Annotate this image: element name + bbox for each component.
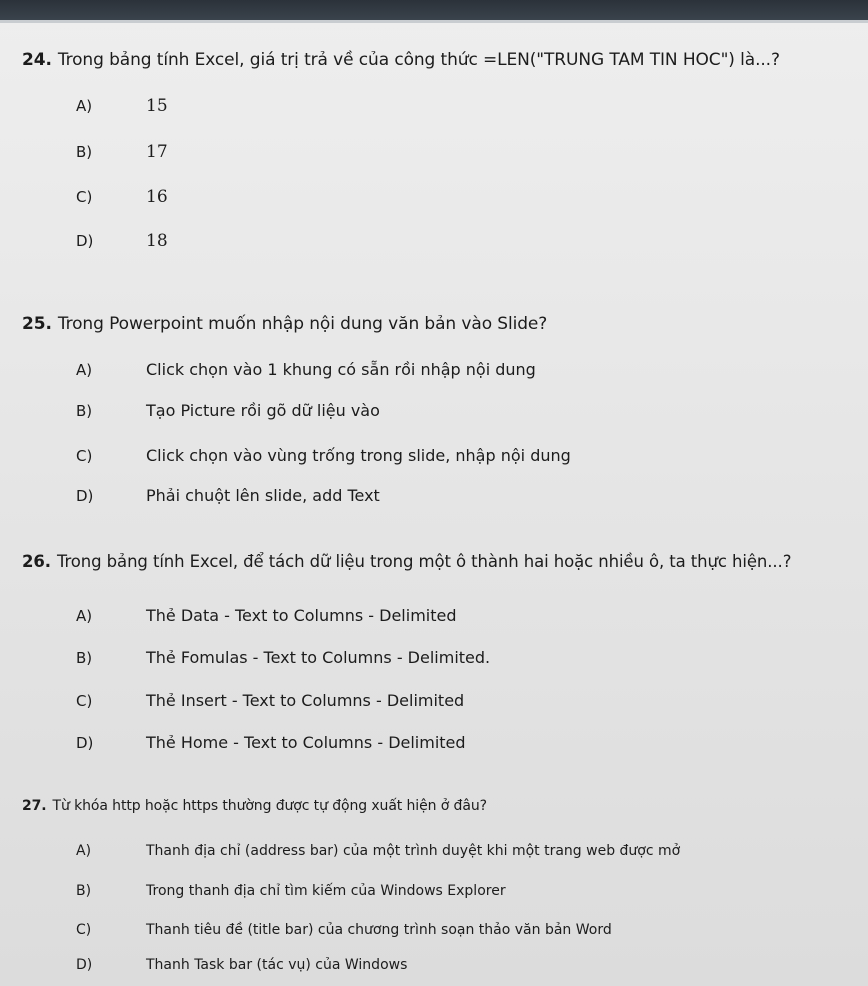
option-26-c[interactable] xyxy=(76,691,464,710)
option-letter: A) xyxy=(76,361,93,379)
option-27-d[interactable] xyxy=(76,957,407,973)
option-text: 16 xyxy=(146,187,168,207)
option-25-b[interactable] xyxy=(76,401,380,420)
question-27-title xyxy=(22,798,487,814)
top-bar-divider xyxy=(0,20,868,23)
option-24-c[interactable] xyxy=(76,187,168,207)
question-24-title xyxy=(22,50,780,70)
option-text: Trong thanh địa chỉ tìm kiếm của Windows Explorer xyxy=(146,883,506,899)
option-26-d[interactable] xyxy=(76,733,466,752)
option-text: 17 xyxy=(146,142,168,162)
option-text: Click chọn vào vùng trống trong slide, nhập nội dung xyxy=(146,446,571,465)
option-letter: D) xyxy=(76,734,94,752)
top-dark-bar xyxy=(0,0,868,20)
option-26-b[interactable] xyxy=(76,648,490,667)
option-letter: A) xyxy=(76,97,93,115)
option-26-a[interactable] xyxy=(76,606,457,625)
option-24-d[interactable] xyxy=(76,231,168,251)
option-text: Thẻ Home - Text to Columns - Delimited xyxy=(146,733,466,752)
option-text: Thanh tiêu đề (title bar) của chương trình soạn thảo văn bản Word xyxy=(146,922,612,938)
option-letter: C) xyxy=(76,447,93,465)
question-number: 24. xyxy=(22,50,52,70)
option-text: Phải chuột lên slide, add Text xyxy=(146,486,380,505)
question-number: 27. xyxy=(22,798,47,814)
option-text: Thẻ Data - Text to Columns - Delimited xyxy=(146,606,457,625)
question-number: 25. xyxy=(22,314,52,334)
option-letter: C) xyxy=(76,922,92,938)
question-text: Trong bảng tính Excel, để tách dữ liệu trong một ô thành hai hoặc nhiều ô, ta thực hiện...? xyxy=(56,552,792,571)
option-24-b[interactable] xyxy=(76,142,168,162)
option-letter: C) xyxy=(76,692,93,710)
option-text: 15 xyxy=(146,96,168,116)
option-text: Thanh Task bar (tác vụ) của Windows xyxy=(146,957,408,973)
option-letter: B) xyxy=(76,143,93,161)
question-26-title xyxy=(22,552,791,571)
option-text: Thanh địa chỉ (address bar) của một trình duyệt khi một trang web được mở xyxy=(146,843,681,859)
option-27-a[interactable] xyxy=(76,843,680,859)
option-text: 18 xyxy=(146,231,168,251)
option-25-c[interactable] xyxy=(76,446,571,465)
option-27-c[interactable] xyxy=(76,922,612,938)
question-number: 26. xyxy=(22,552,51,571)
option-text: Tạo Picture rồi gõ dữ liệu vào xyxy=(146,401,380,420)
option-letter: B) xyxy=(76,883,92,899)
option-letter: A) xyxy=(76,843,92,859)
option-letter: A) xyxy=(76,607,93,625)
option-letter: B) xyxy=(76,402,93,420)
question-text: Trong bảng tính Excel, giá trị trả về của công thức =LEN("TRUNG TAM TIN HOC") là...? xyxy=(57,50,780,70)
option-letter: B) xyxy=(76,649,93,667)
option-24-a[interactable] xyxy=(76,96,168,116)
option-text: Click chọn vào 1 khung có sẵn rồi nhập nội dung xyxy=(146,360,536,379)
option-letter: C) xyxy=(76,188,93,206)
option-25-a[interactable] xyxy=(76,360,536,379)
option-letter: D) xyxy=(76,232,94,250)
option-text: Thẻ Insert - Text to Columns - Delimited xyxy=(146,691,465,710)
question-text: Trong Powerpoint muốn nhập nội dung văn bản vào Slide? xyxy=(57,314,548,334)
question-25-title xyxy=(22,314,547,334)
option-text: Thẻ Fomulas - Text to Columns - Delimited. xyxy=(146,648,491,667)
question-text: Từ khóa http hoặc https thường được tự động xuất hiện ở đâu? xyxy=(52,798,487,814)
option-letter: D) xyxy=(76,487,94,505)
option-letter: D) xyxy=(76,957,93,973)
option-27-b[interactable] xyxy=(76,883,506,899)
option-25-d[interactable] xyxy=(76,486,380,505)
